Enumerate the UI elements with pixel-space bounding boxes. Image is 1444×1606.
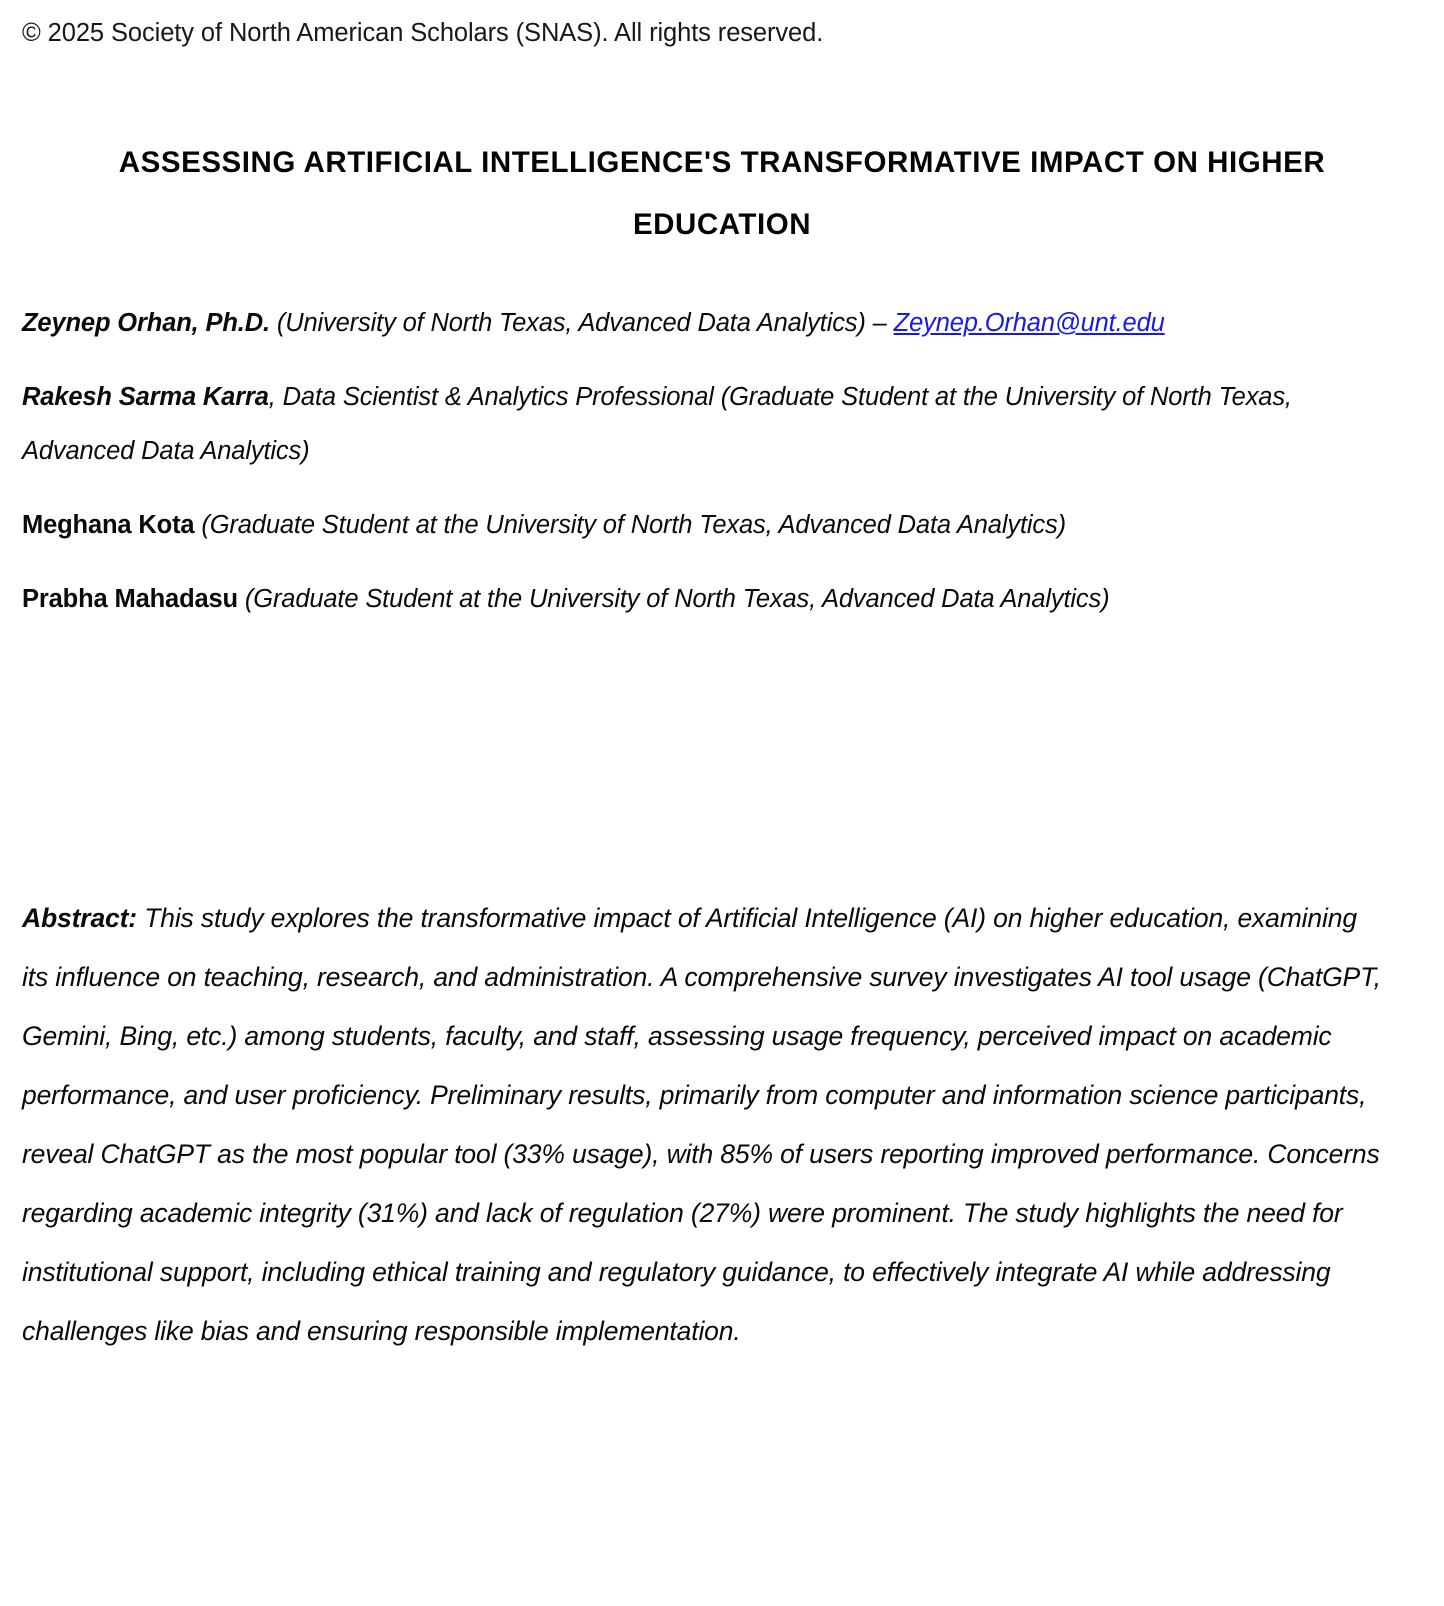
abstract-paragraph [22,889,1390,1361]
page-title: ASSESSING ARTIFICIAL INTELLIGENCE'S TRANSFORMATIVE IMPACT ON HIGHER EDUCATION [118,145,1326,241]
authors-block [22,296,1382,626]
author-email-link[interactable]: Zeynep.Orhan@unt.edu [893,309,1165,337]
author-affiliation: (University of North Texas, Advanced Data Analytics) – [269,309,894,337]
author-entry-2 [22,370,1382,478]
author-affiliation: , Data Scientist & Analytics Professional (Graduate Student at the University of North Texas, Advanced Data Analytics) [22,383,1292,465]
author-affiliation: (Graduate Student at the University of North Texas, Advanced Data Analytics) [194,511,1066,539]
abstract-label: Abstract: [22,902,137,933]
abstract-body: This study explores the transformative impact of Artificial Intelligence (AI) on higher education, examining its influence on teaching, research, and administration. A comprehensive survey investigates AI tool usage (ChatGPT, Gemini, Bing, etc.) among students, faculty, and staff, assessing usage frequency, perceived impact on academic performance, and user proficiency. Preliminary results, primarily from computer and information science participants, reveal ChatGPT as the most popular tool (33% usage), with 85% of users reporting improved performance. Concerns regarding academic integrity (31%) and lack of regulation (27%) were prominent. The study highlights the need for institutional support, including ethical training and regulatory guidance, to effectively integrate AI while addressing challenges like bias and ensuring responsible implementation. [22,902,1381,1346]
author-entry-3 [22,498,1382,552]
author-name: Meghana Kota [22,511,195,539]
author-entry-4 [22,572,1382,626]
author-affiliation: (Graduate Student at the University of North Texas, Advanced Data Analytics) [237,585,1110,613]
copyright-notice: © 2025 Society of North American Scholars (SNAS). All rights reserved. [22,19,824,47]
author-name: Rakesh Sarma Karra [22,383,269,411]
author-name: Prabha Mahadasu [22,585,238,613]
author-name: Zeynep Orhan, Ph.D. [22,309,270,337]
author-entry-1 [22,296,1382,350]
